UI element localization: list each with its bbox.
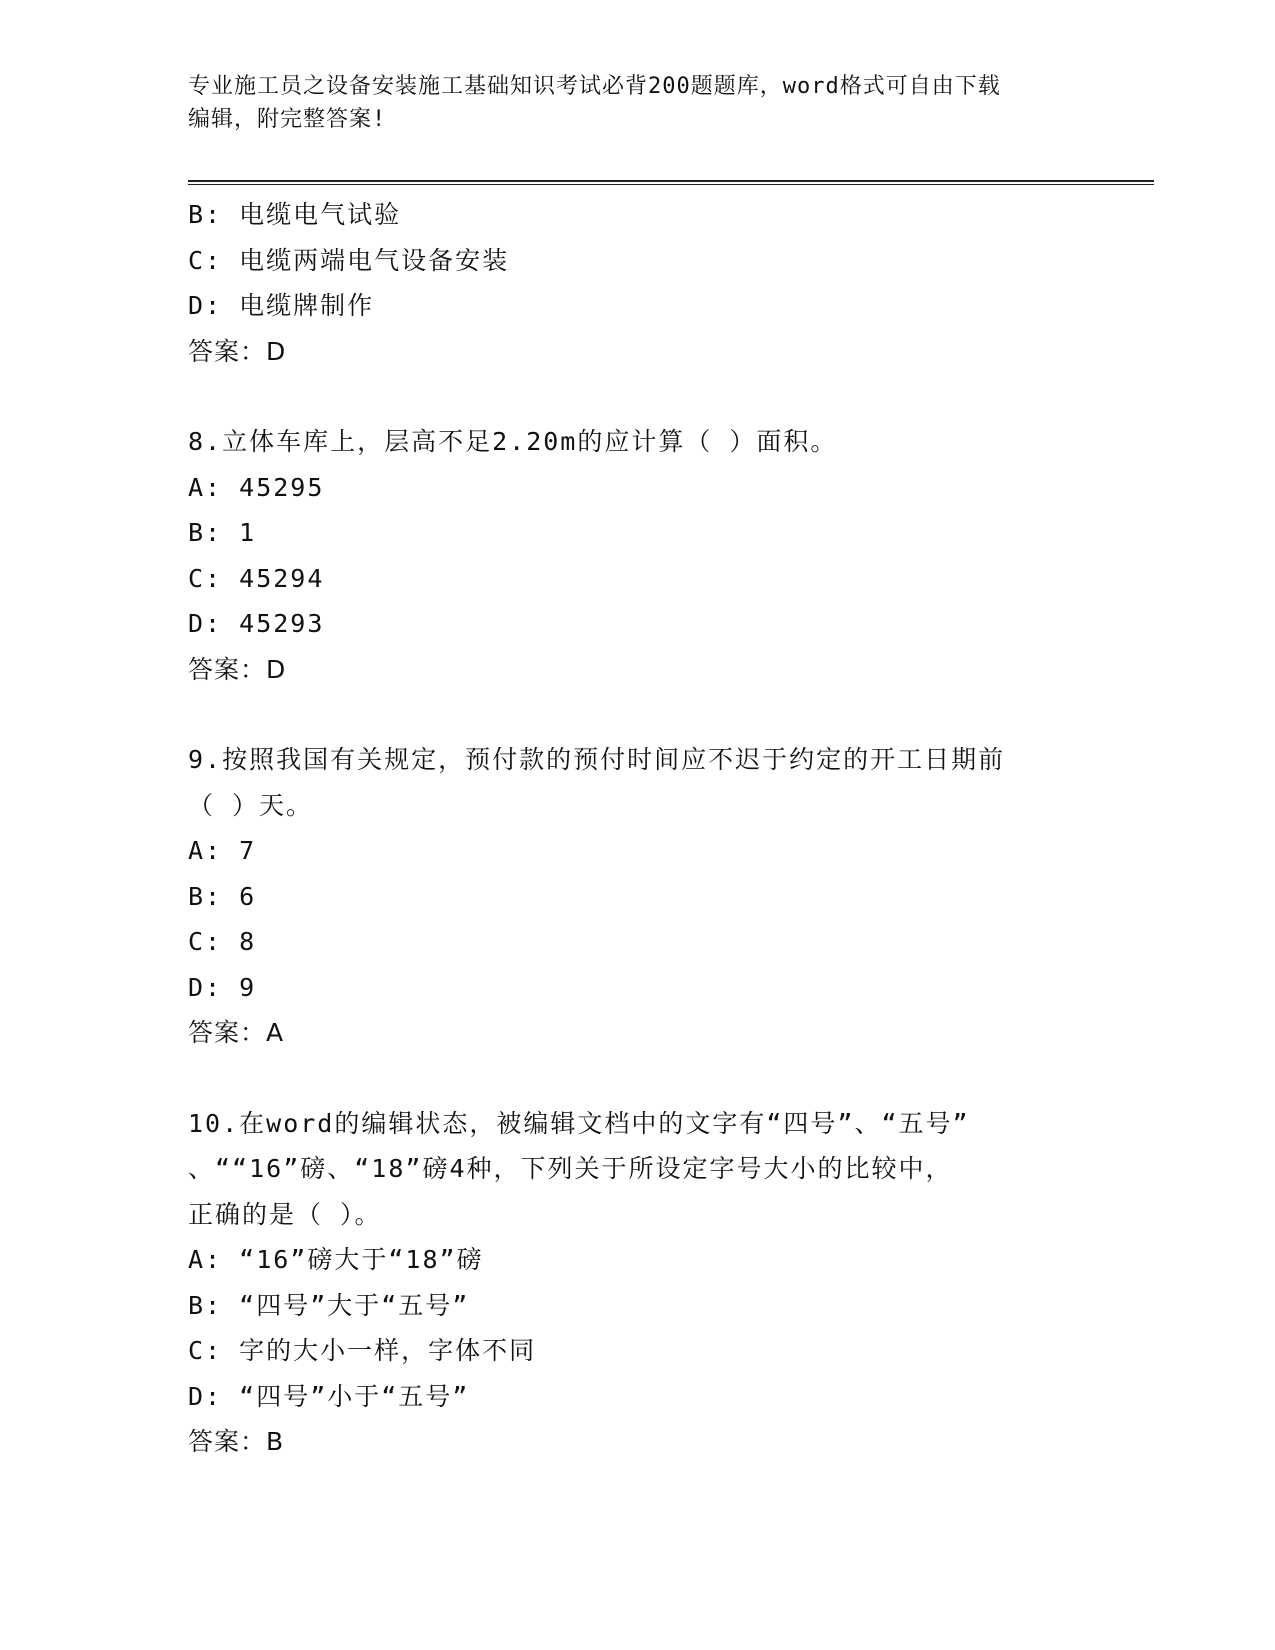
header-line-1: 专业施工员之设备安装施工基础知识考试必背200题题库，word格式可自由下载 (188, 74, 1001, 99)
option-c: C: 8 (188, 927, 257, 956)
question-stem: 10.在word的编辑状态，被编辑文档中的文字有“四号”、“五号” (188, 1108, 970, 1138)
option-a: A: 45295 (188, 472, 325, 502)
question-7-tail (188, 192, 1088, 374)
question-stem: 8.立体车库上，层高不足2.20m的应计算（ ）面积。 (188, 427, 838, 456)
option-a: A: “16”磅大于“18”磅 (188, 1245, 484, 1274)
option-d: D: 45293 (188, 609, 325, 638)
answer-line: 答案：B (188, 1427, 285, 1456)
question-9 (188, 737, 1088, 1056)
header-line-2: 编辑，附完整答案! (188, 107, 387, 132)
page-header (188, 70, 1088, 136)
option-b: B: 1 (188, 518, 257, 547)
question-stem: 9.按照我国有关规定，预付款的预付时间应不迟于约定的开工日期前 (188, 745, 1006, 774)
option-a: A: 7 (188, 836, 257, 865)
header-divider (188, 180, 1154, 185)
question-stem-cont: （ ）天。 (188, 790, 314, 820)
question-8 (188, 419, 1088, 692)
option-d: D: “四号”小于“五号” (188, 1381, 470, 1411)
option-d: D: 电缆牌制作 (188, 291, 375, 320)
option-c: C: 电缆两端电气设备安装 (188, 245, 510, 275)
answer-line: 答案：D (188, 336, 287, 366)
answer-line: 答案：A (188, 1018, 285, 1047)
question-stem-cont: 、““16”磅、“18”磅4种，下列关于所设定字号大小的比较中， (188, 1154, 953, 1183)
question-list (188, 192, 1088, 1465)
option-c: C: 45294 (188, 563, 325, 593)
question-stem-cont: 正确的是（ ）。 (188, 1199, 382, 1229)
question-10 (188, 1101, 1088, 1465)
option-b: B: 6 (188, 881, 257, 911)
option-b: B: “四号”大于“五号” (188, 1290, 470, 1320)
option-d: D: 9 (188, 972, 257, 1002)
option-b: B: 电缆电气试验 (188, 200, 402, 229)
answer-line: 答案：D (188, 654, 287, 684)
option-c: C: 字的大小一样，字体不同 (188, 1336, 537, 1365)
